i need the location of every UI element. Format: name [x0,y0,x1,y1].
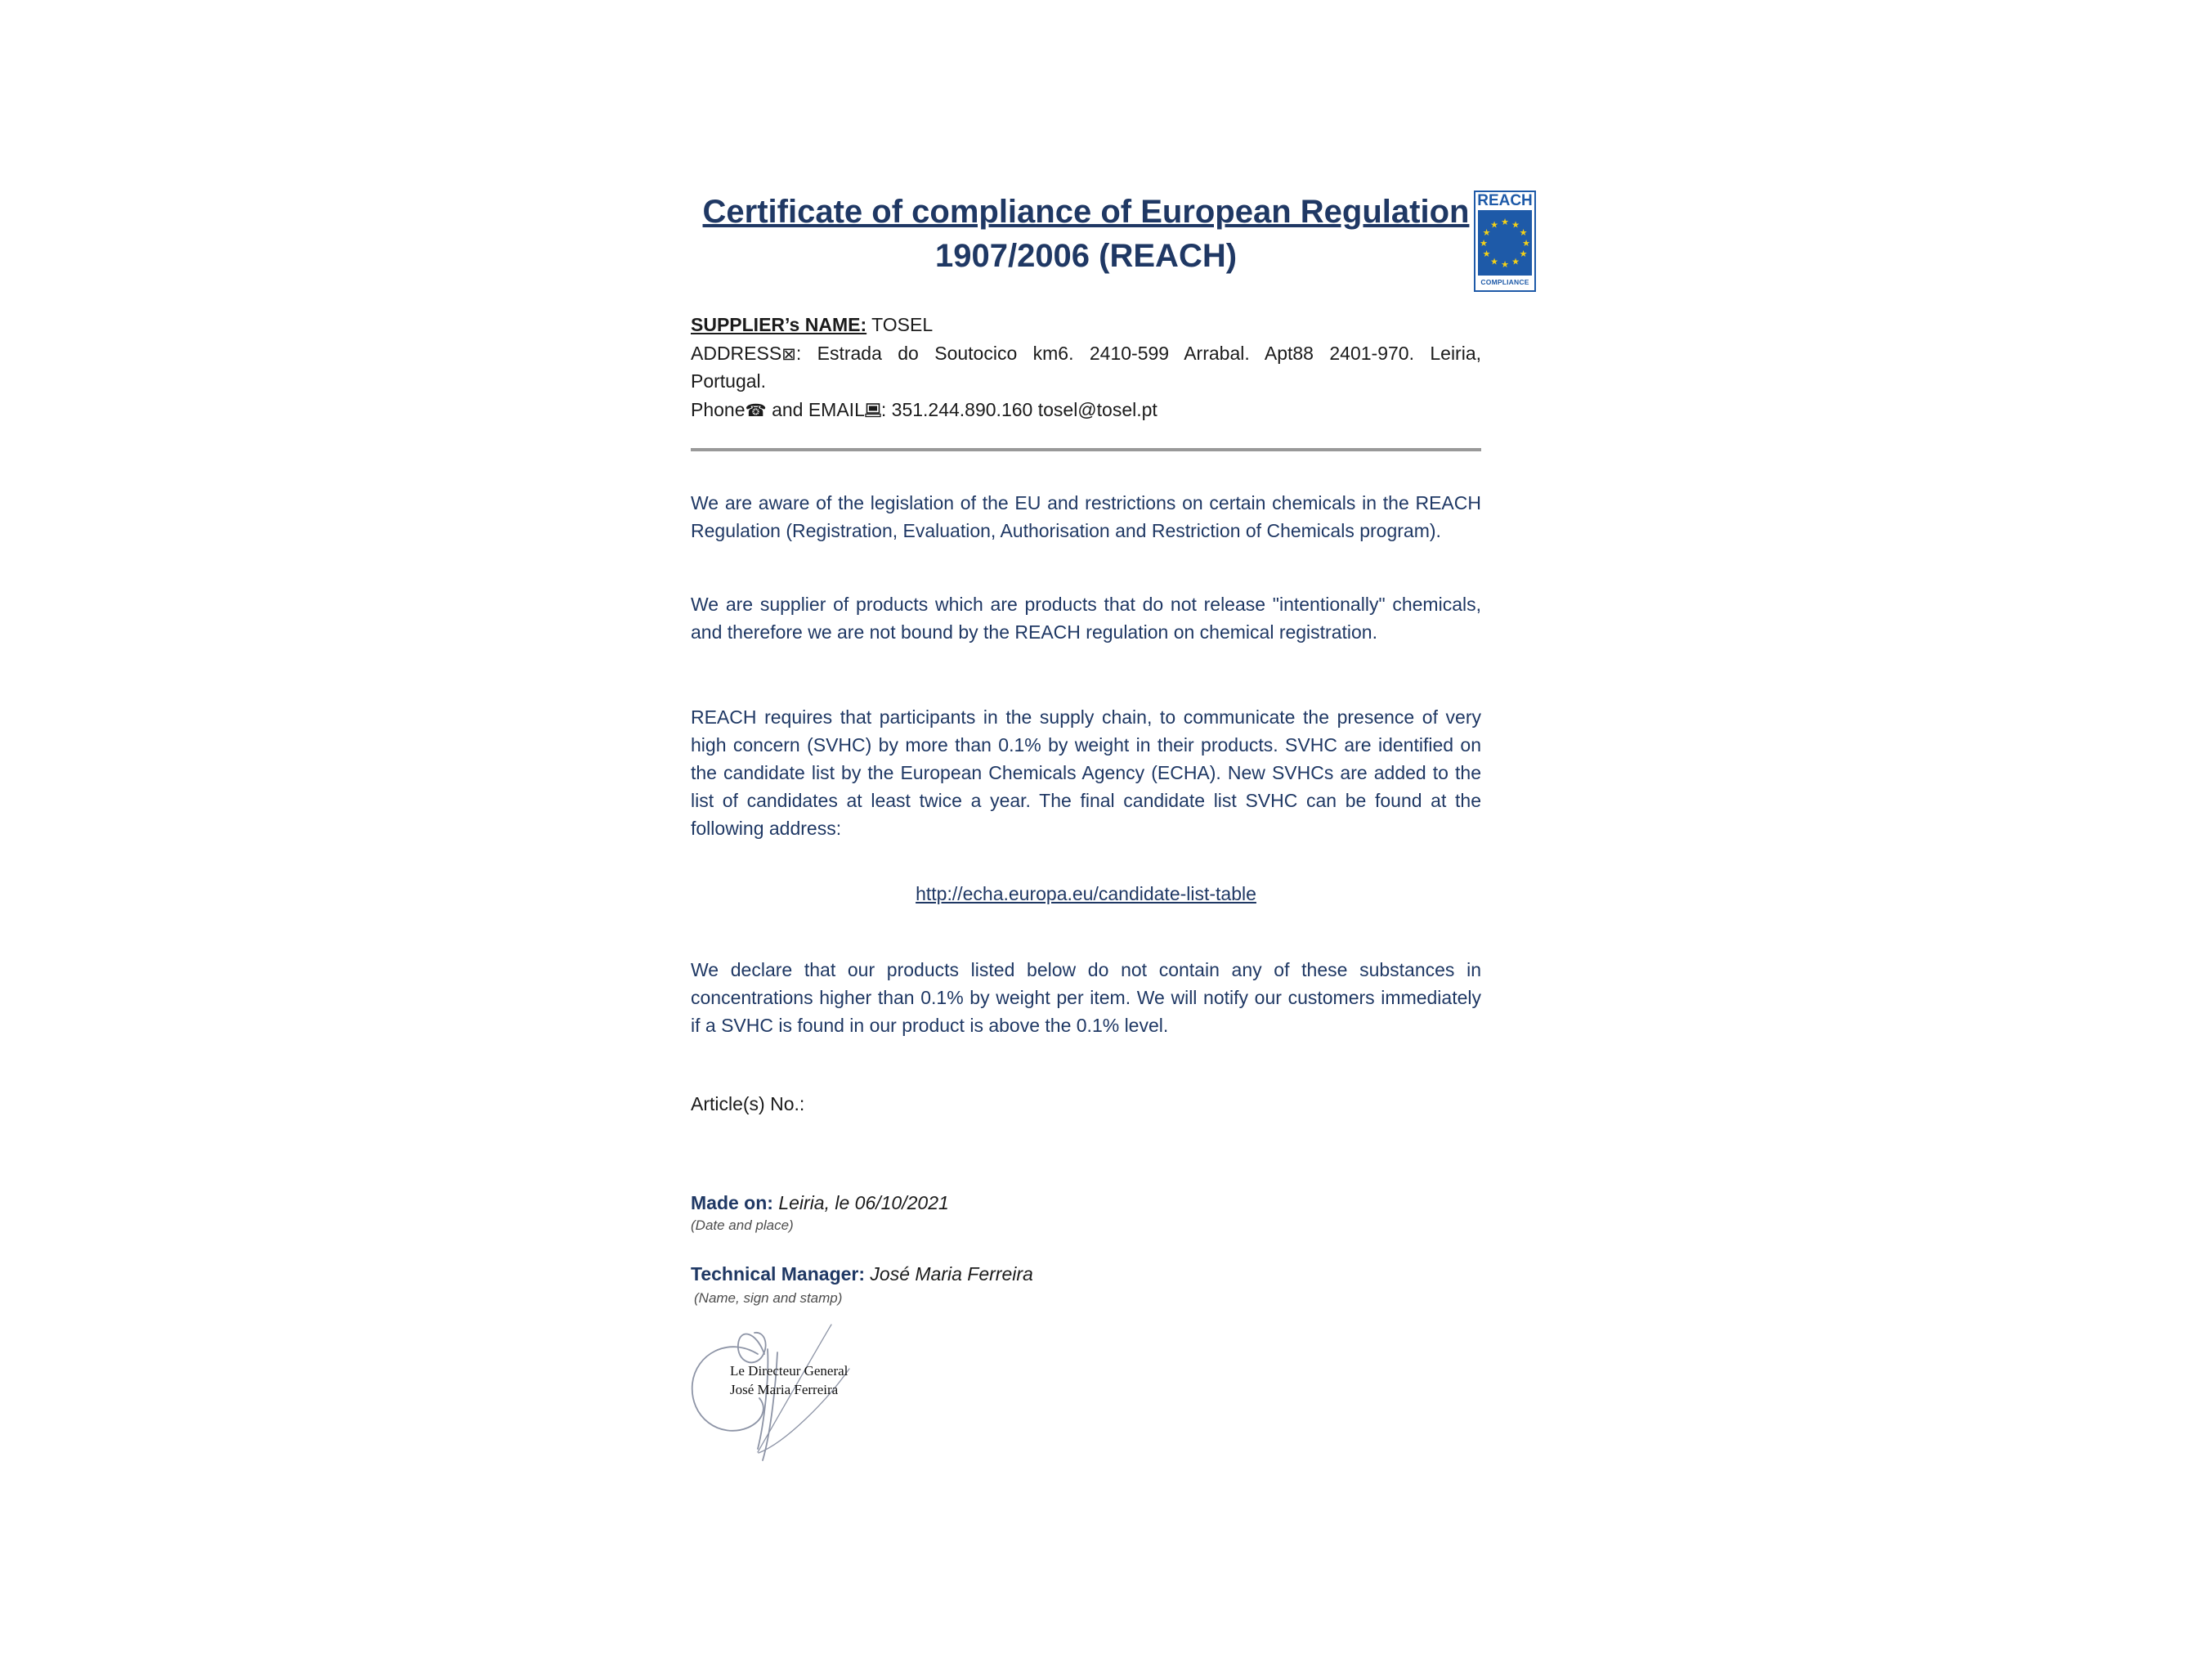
name-sign-stamp-note: (Name, sign and stamp) [694,1290,843,1307]
reach-logo-title: REACH [1477,192,1533,209]
title-line-2: 1907/2006 (REACH) [934,238,1238,274]
address-value-line1: Estrada do Soutocico km6. 2410-599 Arrabal. Apt88 2401-970. Leiria, [817,342,1482,364]
contact-colon: : [880,398,887,420]
title-line-1: Certificate of compliance of European Regulation [702,194,1470,230]
document-body [691,190,1481,1491]
made-on-line [691,1192,1481,1214]
date-place-note: (Date and place) [691,1217,794,1234]
address-value-line2: Portugal. [691,370,767,392]
phone-label: Phone [691,398,746,420]
svg-text:★: ★ [1522,238,1530,249]
svg-text:★: ★ [1511,256,1520,267]
signature-title: Le Directeur General [730,1363,849,1379]
signature-block [679,1320,925,1491]
svg-text:★: ★ [1519,227,1528,238]
supplier-name-line [691,311,1481,339]
signature-name: José Maria Ferreira [730,1382,839,1398]
address-label: ADDRESS [691,342,782,364]
svg-text:★: ★ [1482,227,1491,238]
technical-manager-label: Technical Manager: [691,1263,866,1285]
contact-value: 351.244.890.160 tosel@tosel.pt [891,398,1157,420]
signature-stroke-icon [679,1320,925,1491]
made-on-label: Made on: [691,1192,773,1214]
eu-flag-icon [1478,210,1532,276]
supplier-address-line [691,339,1481,368]
supplier-block [691,311,1481,425]
paragraph-declaration: We declare that our products listed below do not contain any of these substances in concentrations higher than 0.1% by weight per item. We will notify our customers immediately if a SVHC is found in our product is above the 0.1% level. [691,959,1481,1037]
technical-manager-line [691,1263,1481,1285]
paragraph-supplier-statement: We are supplier of products which are products that do not release "intentionally" chemicals, and therefore we are not bound by the REACH regulation on chemical registration. [691,594,1481,643]
email-label: and EMAIL [772,398,865,420]
signature-typed-text [730,1362,848,1400]
paragraph-awareness: We are aware of the legislation of the EU and restrictions on certain chemicals in the REACH Regulation (Registration, Evaluation, Authorisation and Restriction of Chemicals program). [691,492,1481,542]
supplier-name-label: SUPPLIER’s NAME: [691,314,867,335]
svg-text:★: ★ [1501,217,1509,227]
candidate-list-link[interactable]: http://echa.europa.eu/candidate-list-table [916,883,1256,905]
svg-text:★: ★ [1519,249,1528,259]
svg-text:★: ★ [1490,256,1498,267]
page-title [691,190,1481,278]
supplier-name-value: TOSEL [871,314,934,335]
svg-text:★: ★ [1501,259,1509,270]
divider-rule [691,448,1481,451]
paragraph-reach-requirements: REACH requires that participants in the supply chain, to communicate the presence of very high concern (SVHC) by more than 0.1% by weight in their products. SVHC are identified on the candidate list by the European Chemicals Agency (ECHA). New SVHCs are added to the list of candidates at least twice a year. The final candidate list SVHC can be found at the following address: [691,706,1481,840]
svg-text:★: ★ [1511,219,1520,231]
phone-icon: ☎ [745,401,767,420]
reach-compliance-logo [1474,191,1536,292]
made-on-value: Leiria, le 06/10/2021 [778,1192,949,1214]
article-number-label: Article(s) No.: [691,1093,805,1115]
svg-text:★: ★ [1482,249,1491,259]
candidate-list-link-row [691,883,1481,905]
technical-manager-name: José Maria Ferreira [870,1263,1033,1285]
supplier-contact-line [691,396,1481,426]
svg-text:★: ★ [1490,219,1498,231]
reach-logo-subtitle: COMPLIANCE [1480,278,1529,286]
address-colon: : [795,342,802,364]
computer-icon [865,401,881,422]
envelope-icon: ⊠ [781,344,796,364]
svg-text:★: ★ [1480,238,1488,249]
